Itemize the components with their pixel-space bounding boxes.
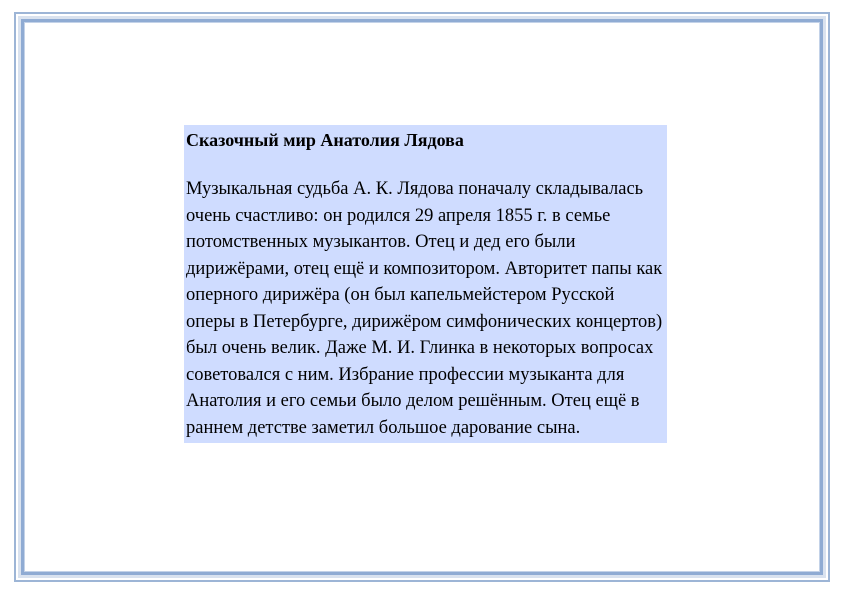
- document-paragraph: Музыкальная судьба А. К. Лядова поначалу складывалась очень счастливо: он родился 29 апреля 1855 г. в семье потомственных музыкантов. Отец и дед его были дирижёрами, отец ещё и композитором. Авторитет папы как оперного дирижёра (он был капельмейстером Русской оперы в Петербурге, дирижёром симфонических концертов) был очень велик. Даже М. И. Глинка в некоторых вопросах советовался с ним. Избрание профессии музыканта для Анатолия и его семьи было делом решённым. Отец ещё в раннем детстве заметил большое дарование сына.: [186, 179, 663, 438]
- document-title: Сказочный мир Анатолия Лядова: [186, 130, 464, 150]
- highlighted-text-block: [184, 125, 667, 443]
